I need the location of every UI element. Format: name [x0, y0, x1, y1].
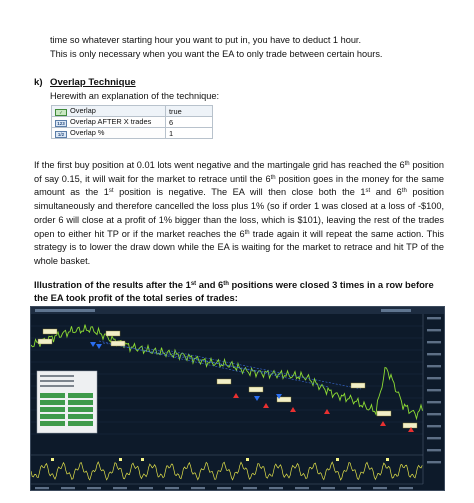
trade-label-box	[249, 387, 263, 392]
parameter-row[interactable]	[52, 106, 213, 117]
oscillator-marker	[119, 458, 122, 461]
price-axis-tick-label	[427, 413, 441, 415]
section-number: k)	[34, 77, 43, 88]
trade-label-box	[106, 331, 120, 336]
time-axis-tick-label	[191, 487, 205, 489]
chart-info-text	[381, 309, 411, 312]
price-axis-tick-label	[427, 437, 441, 439]
section-heading	[34, 77, 136, 88]
price-axis-tick-label	[427, 353, 441, 355]
time-axis-tick-label	[399, 487, 413, 489]
param-name: Overlap AFTER X trades	[70, 117, 152, 126]
panel-button	[68, 414, 93, 419]
boolean-param-icon: ✓	[55, 109, 67, 116]
intro-line-1: time so whatever starting hour you want to put in, you have to deduct 1 hour.	[50, 35, 362, 45]
section-title: Overlap Technique	[50, 77, 136, 88]
time-axis-tick-label	[165, 487, 179, 489]
panel-button	[40, 400, 65, 405]
param-value[interactable]: true	[166, 106, 213, 117]
panel-button	[40, 393, 65, 398]
price-axis-tick-label	[427, 365, 441, 367]
time-axis-tick-label	[87, 487, 101, 489]
time-axis-tick-label	[347, 487, 361, 489]
panel-button	[68, 407, 93, 412]
price-axis-tick-label	[427, 317, 441, 319]
time-axis-tick-label	[61, 487, 75, 489]
intro-text	[50, 34, 450, 61]
panel-button	[68, 421, 93, 426]
panel-button	[68, 400, 93, 405]
trading-chart-screenshot	[30, 306, 445, 491]
price-axis-tick-label	[427, 425, 441, 427]
price-axis-tick-label	[427, 329, 441, 331]
param-name: Overlap %	[70, 128, 105, 137]
trade-label-box	[38, 339, 52, 344]
param-value[interactable]: 6	[166, 117, 213, 128]
trade-label-box	[217, 379, 231, 384]
param-name: Overlap	[70, 106, 96, 115]
oscillator-marker	[51, 458, 54, 461]
panel-button	[40, 421, 65, 426]
price-axis-tick-label	[427, 377, 441, 379]
time-axis-tick-label	[139, 487, 153, 489]
integer-param-icon: 123	[55, 120, 67, 127]
panel-button	[68, 393, 93, 398]
parameter-row[interactable]	[52, 128, 213, 139]
oscillator-marker	[336, 458, 339, 461]
price-axis-tick-label	[427, 341, 441, 343]
trading-chart-svg	[31, 307, 445, 491]
illustration-caption: Illustration of the results after the 1st and 6th positions were closed 3 times in a row before the EA took profit of the total series of trades:	[34, 279, 434, 304]
price-axis-tick-label	[427, 449, 441, 451]
oscillator-marker	[246, 458, 249, 461]
section-subtitle: Herewith an explanation of the technique:	[50, 91, 220, 101]
panel-button	[40, 414, 65, 419]
trade-label-box	[377, 411, 391, 416]
info-panel-text	[40, 385, 74, 387]
chart-title-text	[35, 309, 95, 312]
oscillator-marker	[386, 458, 389, 461]
price-axis-tick-label	[427, 401, 441, 403]
intro-line-2: This is only necessary when you want the EA to only trade between certain hours.	[50, 48, 383, 59]
parameter-row[interactable]	[52, 117, 213, 128]
price-axis-tick-label	[427, 389, 441, 391]
time-axis-tick-label	[217, 487, 231, 489]
oscillator-marker	[141, 458, 144, 461]
time-axis-tick-label	[373, 487, 387, 489]
price-axis-tick-label	[427, 461, 441, 463]
info-panel-text	[40, 375, 74, 377]
time-axis-tick-label	[113, 487, 127, 489]
info-panel-text	[40, 380, 74, 382]
time-axis-tick-label	[269, 487, 283, 489]
panel-button	[40, 407, 65, 412]
explanation-paragraph: If the first buy position at 0.01 lots went negative and the martingale grid has reached the 6th position of say 0.15, it will wait for the market to retrace until the 6th position goes in the money for the same amount as the 1st position is negative. The EA will then close both the 1st and 6th position simultaneously and therefore cancelled the loss plus 1% (so if order 1 was closed at a loss of -$100, order 6 will close at a profit of 1% bigger than the loss, which is $101), leaving the rest of the trades open to either hit TP or if the market reaches the 6th trade again it will repeat the same action. This strategy is to lower the draw down while the EA is waiting for the market to retrace and hit TP of the whole basket.	[34, 160, 445, 266]
parameter-table	[51, 105, 213, 139]
trade-label-box	[111, 341, 125, 346]
double-param-icon: 1/2	[55, 131, 67, 138]
time-axis-tick-label	[295, 487, 309, 489]
trade-label-box	[43, 329, 57, 334]
trade-label-box	[403, 423, 417, 428]
trade-label-box	[351, 383, 365, 388]
param-value[interactable]: 1	[166, 128, 213, 139]
time-axis-tick-label	[243, 487, 257, 489]
time-axis-tick-label	[35, 487, 49, 489]
time-axis-tick-label	[321, 487, 335, 489]
